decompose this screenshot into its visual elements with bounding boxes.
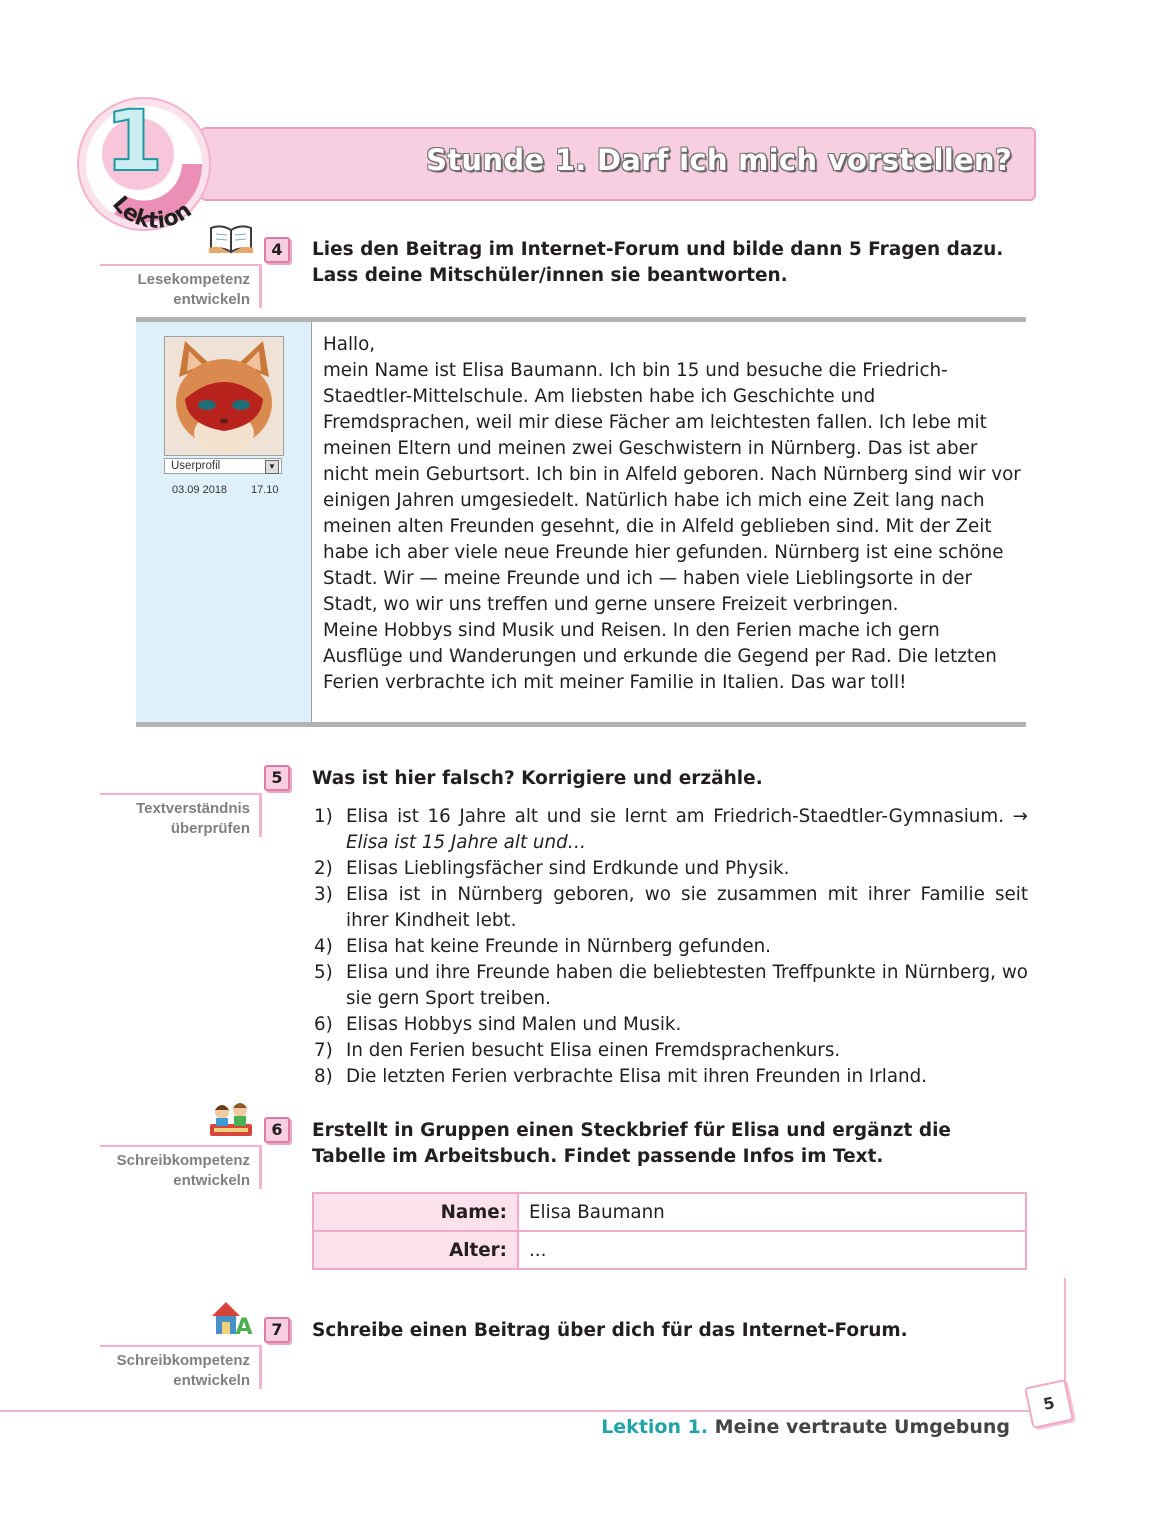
statement-list	[312, 804, 1028, 1090]
cat-avatar-icon	[164, 336, 284, 456]
task-instruction: Erstellt in Gruppen einen Steckbrief für Elisa und ergänzt die Tabelle im Arbeitsbuch. Findet passende Infos im Text.	[312, 1120, 951, 1167]
task-instruction: Lies den Beitrag im Internet-Forum und bilde dann 5 Fragen dazu. Lass deine Mitschüler/innen sie beantworten.	[312, 239, 1004, 286]
children-writing-icon	[208, 1098, 254, 1140]
task-instruction: Schreibe einen Beitrag über dich für das Internet-Forum.	[312, 1320, 908, 1341]
skill-label: Textverständnis überprüfen	[136, 800, 250, 837]
footer-title	[601, 1416, 1010, 1438]
task-number: 5	[264, 765, 290, 791]
skill-label: Schreibkompetenz entwickeln	[116, 1352, 250, 1389]
task-instruction: Was ist hier falsch? Korrigiere und erzähle.	[312, 768, 763, 789]
margin-rule	[1064, 1278, 1066, 1390]
page-title: Stunde 1. Darf ich mich vorstellen?	[426, 143, 1012, 177]
task-number: 7	[264, 1317, 290, 1343]
profile-table	[312, 1192, 1027, 1270]
table-value: Elisa Baumann	[518, 1193, 1026, 1231]
list-item: 5) Elisa und ihre Freunde haben die beliebtesten Treffpunkte in Nürnberg, wo sie gern Sport treiben.	[314, 962, 1028, 1009]
lesson-word: Lektion	[107, 191, 197, 232]
side-divider	[100, 1345, 260, 1347]
table-row	[313, 1231, 1026, 1269]
svg-text:A: A	[235, 1315, 253, 1338]
footer-divider	[0, 1410, 1040, 1412]
chevron-down-icon: ▼	[265, 460, 279, 474]
house-letter-icon	[208, 1296, 254, 1338]
list-item: 4) Elisa hat keine Freunde in Nürnberg gefunden.	[314, 936, 771, 957]
post-greeting: Hallo,	[323, 334, 376, 355]
example-answer: → Elisa ist 15 Jahre alt und…	[346, 806, 1028, 853]
side-divider	[100, 793, 260, 795]
list-item: 2) Elisas Lieblingsfächer sind Erdkunde und Physik.	[314, 858, 790, 879]
forum-user-panel	[136, 322, 312, 722]
table-row	[313, 1193, 1026, 1231]
forum-post-text	[323, 332, 1023, 696]
user-profile-dropdown[interactable]: Userprofil ▼	[164, 458, 282, 474]
table-label: Name:	[313, 1193, 518, 1231]
forum-post	[136, 317, 1026, 727]
side-divider	[259, 1145, 262, 1189]
post-body: mein Name ist Elisa Baumann. Ich bin 15 und besuche die Friedrich-Staedtler-Mittelschule. Am liebsten habe ich Geschichte und Fremdsprachen, weil mir diese Fächer am leichtesten fallen. Ich lebe mit meinen Eltern und meinen zwei Geschwistern in Nürnberg. Das ist aber nicht mein Geburtsort. Ich bin in Alfeld geboren. Nach Nürnberg sind wir vor einigen Jahren umgesiedelt. Natürlich habe ich mich eine Zeit lang nach meinen alten Freunden gesehnt, die in Alfeld geblieben sind. Mit der Zeit habe ich aber viele neue Freunde hier gefunden. Nürnberg ist eine schöne Stadt. Wir — meine Freunde und ich — haben viele Lieblingsorte in der Stadt, wo wir uns treffen und gerne unsere Freizeit verbringen.	[323, 360, 1021, 615]
list-item: 1) Elisa ist 16 Jahre alt und sie lernt am Friedrich-Staedtler-Gymnasium. → Elisa ist 15 Jahre alt und…	[314, 806, 1028, 853]
lesson-number: 1	[104, 92, 164, 190]
skill-label: Lesekompetenz entwickeln	[137, 271, 250, 308]
open-book-icon	[208, 222, 254, 256]
task-number: 6	[264, 1117, 290, 1143]
skill-label: Schreibkompetenz entwickeln	[116, 1152, 250, 1189]
list-item: 3) Elisa ist in Nürnberg geboren, wo sie zusammen mit ihrer Familie seit ihrer Kindheit lebt.	[314, 884, 1028, 931]
post-time: 17.10	[251, 484, 279, 496]
side-divider	[100, 1145, 260, 1147]
list-item: 6) Elisas Hobbys sind Malen und Musik.	[314, 1014, 682, 1035]
post-body-2: Meine Hobbys sind Musik und Reisen. In den Ferien mache ich gern Ausflüge und Wanderungen und erkunde die Gegend per Rad. Die letzten Ferien verbrachte ich mit meiner Familie in Italien. Das war toll!	[323, 620, 997, 693]
post-date: 03.09 2018	[172, 484, 228, 496]
table-label: Alter:	[313, 1231, 518, 1269]
table-value: ...	[518, 1231, 1026, 1269]
side-divider	[100, 264, 260, 266]
footer-topic: Meine vertraute Umgebung	[714, 1416, 1010, 1438]
task-number: 4	[264, 237, 290, 263]
list-item: 8) Die letzten Ferien verbrachte Elisa mit ihren Freunden in Irland.	[314, 1066, 928, 1087]
side-divider	[259, 1345, 262, 1389]
page-number: 5	[1024, 1379, 1074, 1429]
side-divider	[259, 793, 262, 837]
side-divider	[259, 264, 262, 308]
list-item: 7) In den Ferien besucht Elisa einen Fremdsprachenkurs.	[314, 1040, 841, 1061]
lesson-title-bar	[200, 127, 1036, 201]
footer-lesson: Lektion 1.	[601, 1416, 709, 1438]
lesson-badge	[74, 92, 214, 232]
